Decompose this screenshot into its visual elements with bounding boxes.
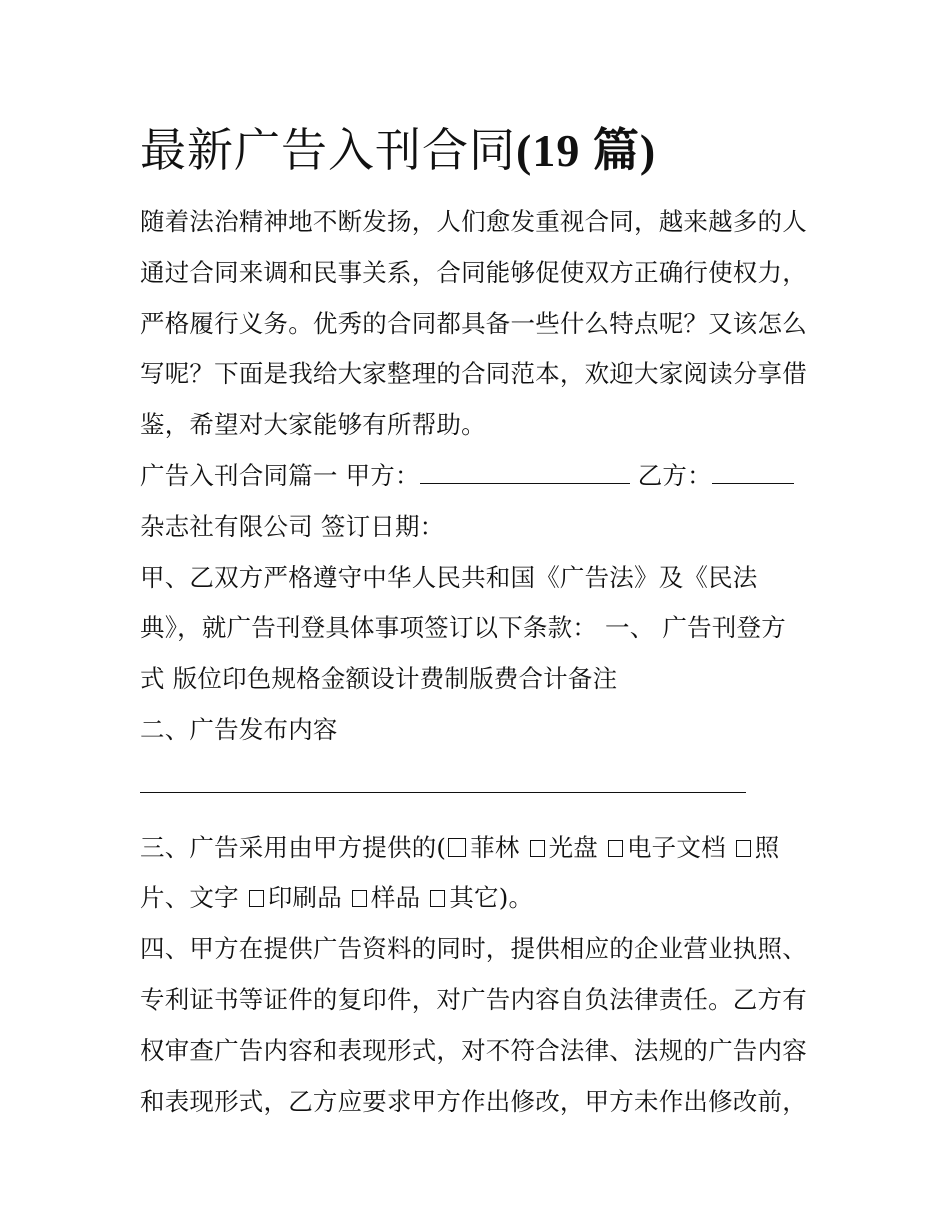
- option-photo-text: 片、文字: [140, 883, 239, 913]
- section-four-line-2: 专利证书等证件的复印件，对广告内容自负法律责任。乙方有: [140, 984, 807, 1014]
- option-printed: 印刷品: [267, 883, 342, 913]
- section-four-line-1: 四、甲方在提供广告资料的同时，提供相应的企业营业执照、: [140, 934, 807, 964]
- checkbox-e-document-icon[interactable]: [608, 840, 623, 857]
- content-blank-line: [140, 756, 820, 807]
- option-other: 其它: [449, 883, 499, 913]
- section-four-line-3: 权审查广告内容和表现形式，对不符合法律、法规的广告内容: [140, 1035, 807, 1065]
- content-blank-rule: [140, 792, 746, 793]
- checkbox-printed-icon[interactable]: [249, 890, 264, 907]
- title-count: (19 篇): [516, 125, 657, 176]
- party-a-blank: [420, 461, 630, 484]
- checkbox-film-icon[interactable]: [448, 838, 466, 857]
- section-four-line-4: 和表现形式，乙方应要求甲方作出修改，甲方未作出修改前，: [140, 1086, 807, 1116]
- party-line: [140, 451, 820, 502]
- checkbox-photo-icon[interactable]: [736, 840, 751, 857]
- clause-line-3: 式 版位印色规格金额设计费制版费合计备注: [140, 664, 618, 694]
- checkbox-other-icon[interactable]: [430, 890, 445, 907]
- contract-one-heading: 广告入刊合同篇一 甲方：: [140, 460, 420, 490]
- party-b-label: 乙方：: [637, 460, 712, 490]
- option-e-document: 电子文档: [626, 832, 726, 862]
- company-line: 杂志社有限公司 签订日期：: [140, 511, 445, 541]
- clause-line-2: 典》，就广告刊登具体事项签订以下条款： 一、 广告刊登方: [140, 613, 786, 643]
- intro-line-2: 通过合同来调和民事关系，合同能够促使双方正确行使权力，: [140, 257, 807, 287]
- option-photo: 照: [754, 832, 780, 862]
- clause-line-1: 甲、乙双方严格遵守中华人民共和国《广告法》及《民法: [140, 562, 758, 592]
- intro-line-4: 写呢？下面是我给大家整理的合同范本，欢迎大家阅读分享借: [140, 359, 807, 389]
- intro-line-3: 严格履行义务。优秀的合同都具备一些什么特点呢？又该怎么: [140, 308, 807, 338]
- checkbox-disc-icon[interactable]: [530, 840, 545, 857]
- section-three-prefix: 三、广告采用由甲方提供的(: [140, 832, 447, 862]
- document-title: [140, 118, 820, 183]
- section-three-suffix: )。: [498, 883, 534, 913]
- section-two-heading: 二、广告发布内容: [140, 714, 338, 744]
- option-disc: 光盘: [548, 832, 598, 862]
- spacer: [140, 807, 820, 823]
- option-film: 菲林: [470, 832, 520, 862]
- option-sample: 样品: [370, 883, 421, 913]
- title-text: 最新广告入刊合同: [140, 123, 516, 177]
- section-three-line-1: [140, 823, 820, 874]
- party-b-blank: [712, 461, 794, 484]
- document-page: [140, 118, 820, 1127]
- intro-line-1: 随着法治精神地不断发扬，人们愈发重视合同，越来越多的人: [140, 207, 807, 236]
- section-three-line-2: [140, 873, 820, 924]
- intro-line-5: 鉴，希望对大家能够有所帮助。: [140, 410, 486, 440]
- checkbox-sample-icon[interactable]: [352, 890, 367, 907]
